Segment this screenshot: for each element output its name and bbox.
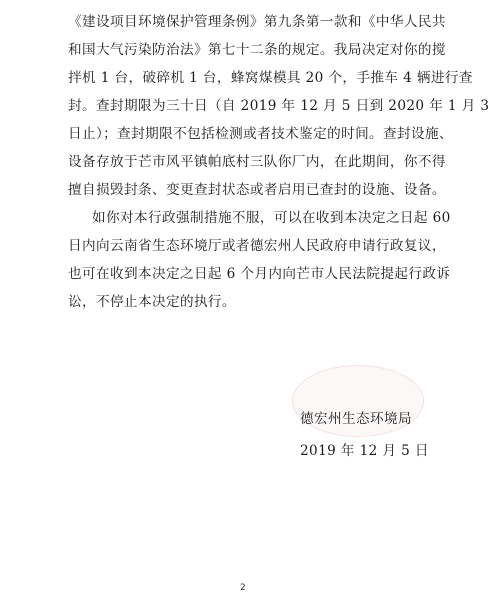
paragraph-1-line-7: 擅自损毁封条、变更查封状态或者启用已查封的设施、设备。 xyxy=(68,182,446,198)
paragraph-1-line-3: 拌机 1 台，破碎机 1 台，蜂窝煤模具 20 个，手推车 4 辆进行查 xyxy=(68,70,473,86)
paragraph-2-line-4: 讼，不停止本决定的执行。 xyxy=(68,294,236,310)
paragraph-2-line-2: 日内向云南省生态环境厅或者德宏州人民政府申请行政复议， xyxy=(68,238,446,254)
issue-date: 2019 年 12 月 5 日 xyxy=(300,443,429,459)
paragraph-1-line-5: 日止）；查封期限不包括检测或者技术鉴定的时间。查封设施、 xyxy=(68,126,454,142)
paragraph-1-line-2: 和国大气污染防治法》第七十二条的规定。我局决定对你的搅 xyxy=(68,42,446,58)
page-number: 2 xyxy=(240,583,246,593)
paragraph-1-line-6: 设备存放于芒市风平镇帕底村三队你厂内，在此期间，你不得 xyxy=(68,154,446,170)
paragraph-1-line-4: 封。查封期限为三十日（自 2019 年 12 月 5 日到 2020 年 1 月 3 xyxy=(68,98,490,114)
issuer-name: 德宏州生态环境局 xyxy=(300,411,412,427)
paragraph-1-line-1: 《建设项目环境保护管理条例》第九条第一款和《中华人民共 xyxy=(68,14,446,30)
paragraph-2-line-1: 如你对本行政强制措施不服，可以在收到本决定之日起 60 xyxy=(92,210,451,226)
paragraph-2-line-3: 也可在收到本决定之日起 6 个月内向芒市人民法院提起行政诉 xyxy=(68,266,451,282)
